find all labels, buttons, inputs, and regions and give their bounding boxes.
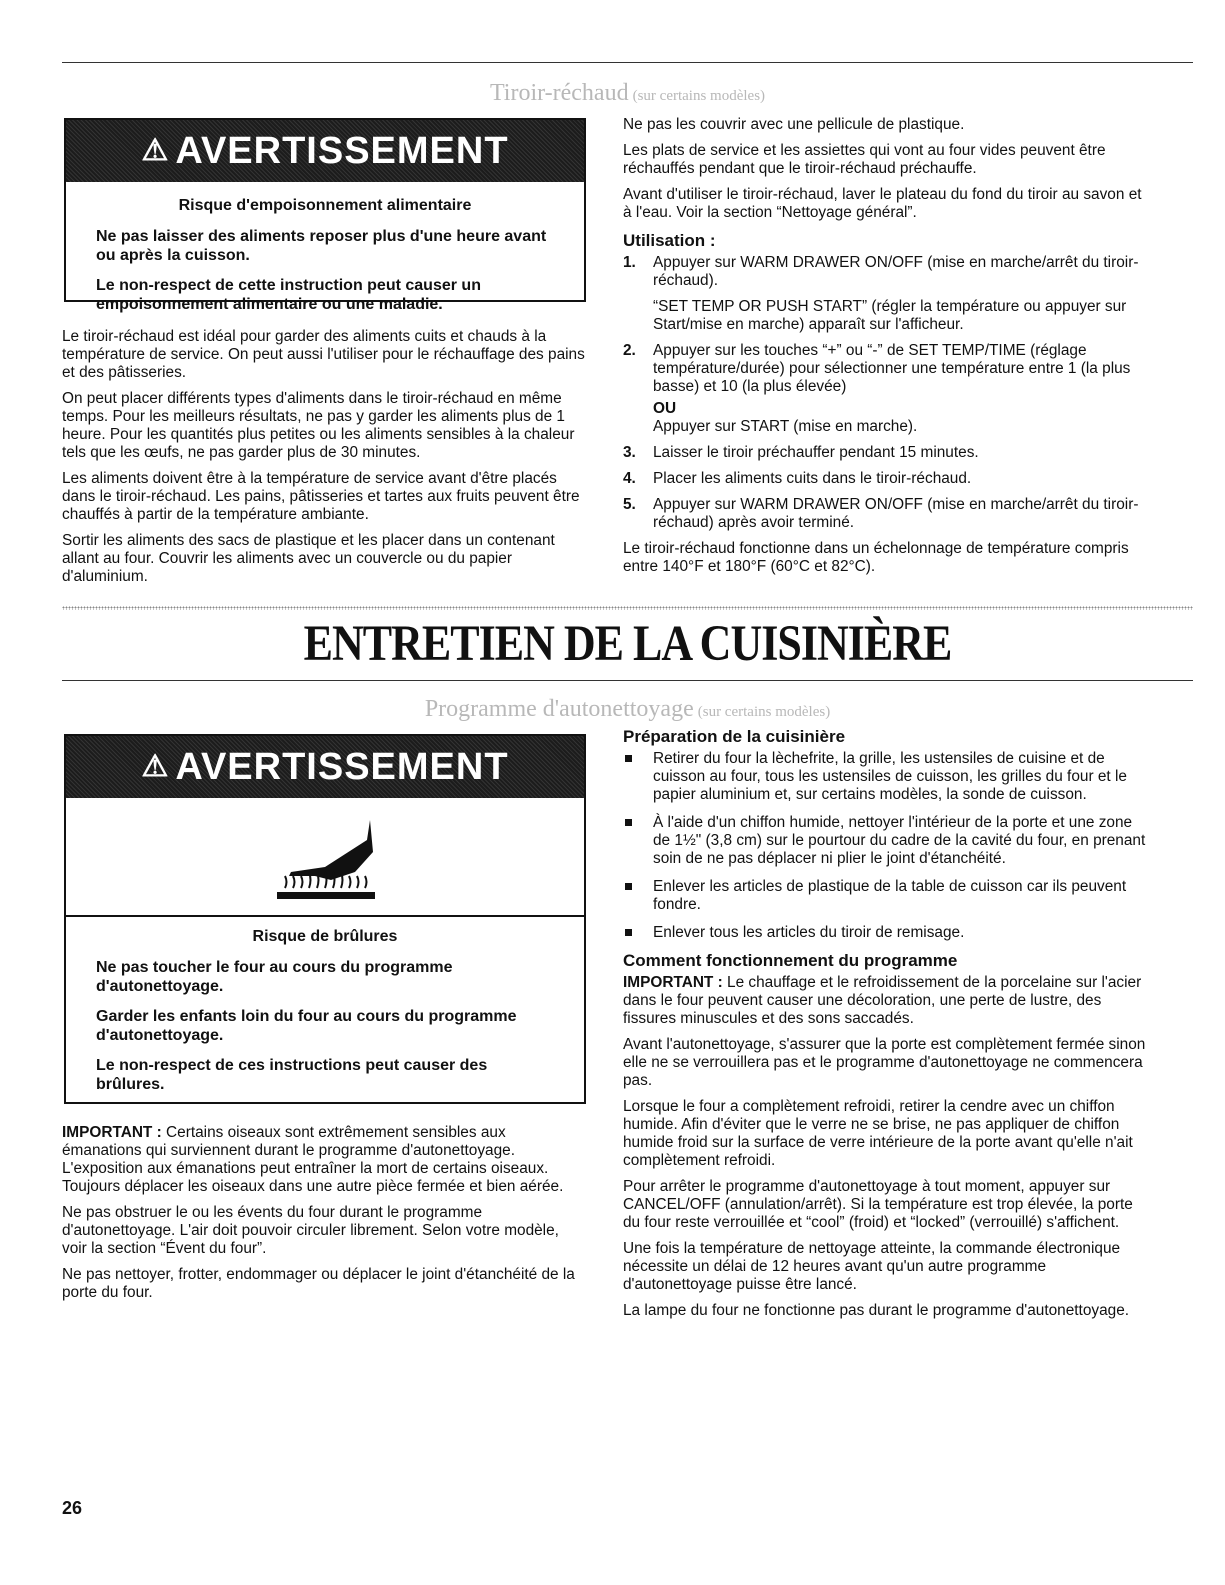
self-clean-left-column <box>62 1124 587 1310</box>
paragraph: On peut placer différents types d'aliments dans le tiroir-réchaud en même temps. Pour les meilleurs résultats, ne pas y garder les aliments plus de 1 heure. Pour les quantités plus petites ou les aliments sensibles à la chaleur tels que les œufs, ne pas garder plus de 30 minutes. <box>62 390 575 461</box>
dotted-divider <box>62 606 1193 610</box>
title-rule <box>62 680 1193 681</box>
list-item: Enlever les articles de plastique de la table de cuisson car ils peuvent fondre. <box>623 878 1153 914</box>
paragraph: Les plats de service et les assiettes qui vont au four vides peuvent être réchauffés pendant que le tiroir-réchaud préchauffe. <box>623 142 1106 177</box>
list-item: À l'aide d'un chiffon humide, nettoyer l'intérieur de la porte et une zone de 1½" (3,8 cm) sur le pourtour du cadre de la cavité du four, en prenant soin de ne pas déplacer ni plier le joint d'étanchéité. <box>623 814 1153 868</box>
paragraph: La lampe du four ne fonctionne pas durant le programme d'autonettoyage. <box>623 1302 1130 1319</box>
warning-triangle-icon: ⚠ <box>141 134 170 167</box>
step-item: 1. Appuyer sur WARM DRAWER ON/OFF (mise en marche/arrêt du tiroir-réchaud). “SET TEMP OR PUSH START” (régler la température ou appuyer sur Start/mise en marche) apparaît sur l'afficheur. <box>623 254 1139 333</box>
prep-list <box>623 750 1153 942</box>
warning-line: Le non-respect de ces instructions peut causer des brûlures. <box>96 1057 488 1093</box>
paragraph: Une fois la température de nettoyage atteinte, la commande électronique nécessite un délai de 12 heures avant qu'un autre programme d'autonettoyage puisse être lancé. <box>623 1240 1121 1293</box>
paragraph: Avant l'autonettoyage, s'assurer que la porte est complètement fermée sinon elle ne se verrouillera pas et le programme d'autonettoyage ne commencera pas. <box>623 1036 1146 1089</box>
hot-surface-hand-icon <box>66 798 584 917</box>
warning-line: Le non-respect de cette instruction peut causer un empoisonnement alimentaire ou une maladie. <box>96 277 481 313</box>
section-title-warming-drawer: Tiroir-réchaud (sur certains modèles) <box>489 80 766 106</box>
main-title: ENTRETIEN DE LA CUISINIÈRE <box>303 615 952 672</box>
list-item: Retirer du four la lèchefrite, la grille, les ustensiles de cuisine et de cuisson au four, tous les ustensiles de cuisson, les grilles du four et le papier aluminium et, sur certains modèles, la sonde de cuisson. <box>623 750 1153 804</box>
paragraph: IMPORTANT : Certains oiseaux sont extrêmement sensibles aux émanations qui surviennent durant le programme d'autonettoyage. L'exposition aux émanations peut entraîner la mort de certains oiseaux. Toujours déplacer les oiseaux dans une autre pièce fermée et bien aérée. <box>62 1124 564 1195</box>
warming-drawer-right-column <box>623 116 1153 584</box>
warning-box-food-poisoning <box>64 118 586 313</box>
step-item: 2. Appuyer sur les touches “+” ou “-” de SET TEMP/TIME (réglage température/durée) pour sélectionner une température entre 1 (la plus basse) et 10 (la plus élevée) OU Appuyer sur START (mise en marche). <box>623 342 1131 435</box>
page-number: 26 <box>62 1498 83 1518</box>
self-clean-right-column <box>623 728 1153 1328</box>
warning-line: Ne pas laisser des aliments reposer plus d'une heure avant ou après la cuisson. <box>96 228 547 264</box>
warning-header: ⚠ AVERTISSEMENT <box>66 120 584 182</box>
paragraph: Ne pas obstruer le ou les évents du four durant le programme d'autonettoyage. L'air doit pouvoir circuler librement. Selon votre modèle, voir la section “Évent du four”. <box>62 1204 559 1257</box>
warning-triangle-icon: ⚠ <box>141 750 170 783</box>
paragraph: Les aliments doivent être à la température de service avant d'être placés dans le tiroir-réchaud. Les pains, pâtisseries et tartes aux fruits peuvent être chauffés à partir de la température ambiante. <box>62 470 580 523</box>
list-item: Enlever tous les articles du tiroir de remisage. <box>623 924 1153 942</box>
paragraph: Ne pas nettoyer, frotter, endommager ou déplacer le joint d'étanchéité de la porte du four. <box>62 1266 575 1301</box>
prep-heading: Préparation de la cuisinière <box>623 727 846 746</box>
section-title-self-clean: Programme d'autonettoyage (sur certains modèles) <box>424 696 831 722</box>
paragraph: Lorsque le four a complètement refroidi, retirer la cendre avec un chiffon humide. Afin d'éviter que le verre ne se brise, ne pas appliquer de chiffon humide froid sur la surface de verre intérieure de la porte avant qu'elle n'ait complètement refroidi. <box>623 1098 1133 1169</box>
warning-risk: Risque de brûlures <box>252 928 398 945</box>
step-item: 4. Placer les aliments cuits dans le tiroir-réchaud. <box>623 470 972 487</box>
paragraph: Sortir les aliments des sacs de plastique et les placer dans un contenant allant au four. Couvrir les aliments avec un couvercle ou du papier d'aluminium. <box>62 532 555 585</box>
warning-line: Ne pas toucher le four au cours du programme d'autonettoyage. <box>96 959 453 995</box>
how-heading: Comment fonctionnement du programme <box>623 951 958 970</box>
warning-header: ⚠ AVERTISSEMENT <box>66 736 584 798</box>
paragraph: Le tiroir-réchaud fonctionne dans un échelonnage de température compris entre 140°F et 180°F (60°C et 82°C). <box>623 540 1129 575</box>
usage-heading: Utilisation : <box>623 231 716 250</box>
paragraph: Avant d'utiliser le tiroir-réchaud, laver le plateau du fond du tiroir au savon et à l'eau. Voir la section “Nettoyage général”. <box>623 186 1142 221</box>
warming-drawer-left-column <box>62 328 587 594</box>
paragraph: Le tiroir-réchaud est idéal pour garder des aliments cuits et chauds à la température de service. On peut aussi l'utiliser pour le réchauffage des pains et des pâtisseries. <box>62 328 585 381</box>
warning-risk: Risque d'empoisonnement alimentaire <box>178 197 472 214</box>
usage-steps <box>623 254 1153 532</box>
warning-line: Garder les enfants loin du four au cours du programme d'autonettoyage. <box>96 1008 517 1044</box>
step-item: 5. Appuyer sur WARM DRAWER ON/OFF (mise en marche/arrêt du tiroir-réchaud) après avoir terminé. <box>623 496 1139 531</box>
step-item: 3. Laisser le tiroir préchauffer pendant 15 minutes. <box>623 444 979 461</box>
warning-box-burns <box>64 734 586 1104</box>
paragraph: IMPORTANT : Le chauffage et le refroidissement de la porcelaine sur l'acier dans le four peuvent causer une décoloration, une perte de lustre, des fissures minuscules et des sons saccadés. <box>623 974 1142 1027</box>
top-rule <box>62 62 1193 63</box>
paragraph: Ne pas les couvrir avec une pellicule de plastique. <box>623 116 965 133</box>
paragraph: Pour arrêter le programme d'autonettoyage à tout moment, appuyer sur CANCEL/OFF (annulation/arrêt). Si la température est trop élevée, la porte du four reste verrouillée et “cool” (froid) et “locked” (verrouillé) s'affichent. <box>623 1178 1133 1231</box>
